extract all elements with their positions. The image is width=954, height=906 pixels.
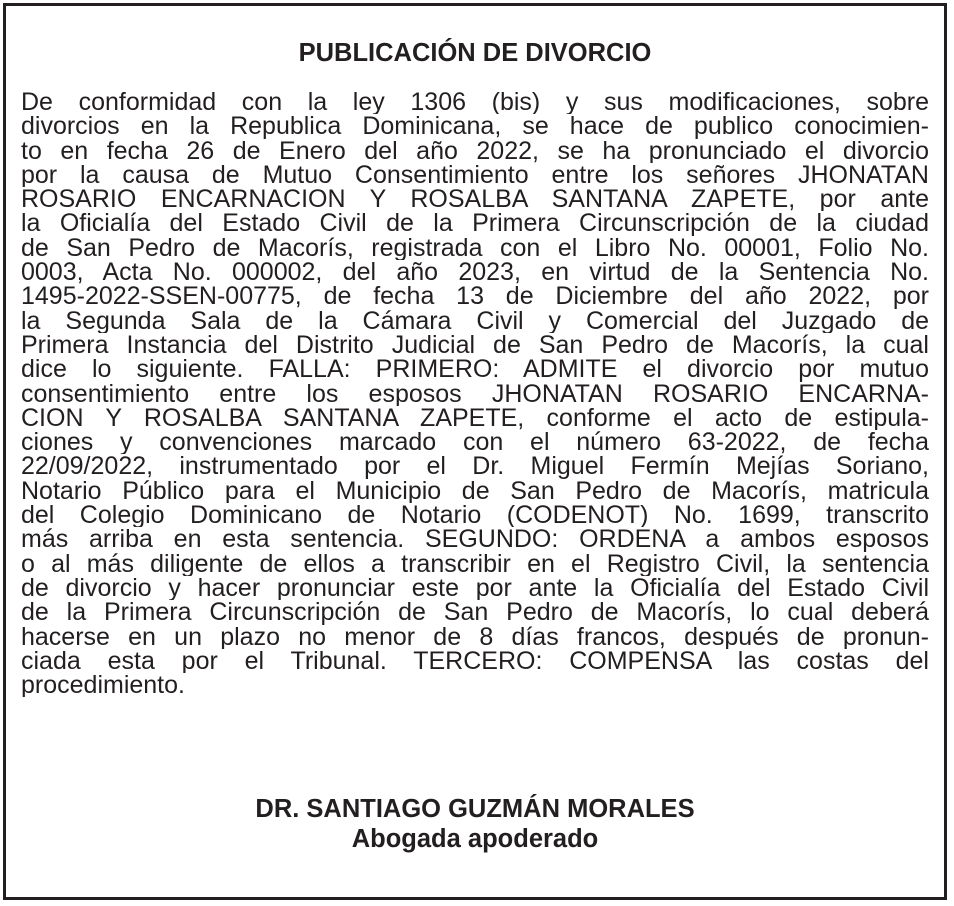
body-line: Notario Público para el Municipio de San Pedro de Macorís, matricula [21, 478, 929, 504]
body-line: 0003, Acta No. 000002, del año 2023, en virtud de la Sentencia No. [21, 260, 929, 285]
body-line: por la causa de Mutuo Consentimiento entre los señores JHONATAN [21, 162, 929, 188]
body-line: consentimiento entre los esposos JHONATAN ROSARIO ENCARNA- [21, 381, 929, 406]
body-line: De conformidad con la ley 1306 (bis) y sus modificaciones, sobre [21, 90, 929, 115]
body-line: ciada esta por el Tribunal. TERCERO: COMPENSA las costas del [21, 648, 929, 674]
body-line: o al más diligente de ellos a transcribir en el Registro Civil, la sentencia [21, 551, 929, 576]
signature-name: DR. SANTIAGO GUZMÁN MORALES [255, 795, 695, 823]
signature-role: Abogada apoderado [351, 825, 599, 853]
body-line: to en fecha 26 de Enero del año 2022, se ha pronunciado el divorcio [21, 138, 929, 163]
body-line: CION Y ROSALBA SANTANA ZAPETE, conforme el acto de estipula- [21, 405, 929, 431]
body-line: Primera Instancia del Distrito Judicial de San Pedro de Macorís, la cual [21, 332, 929, 358]
body-line: de divorcio y hacer pronunciar este por ante la Oficialía del Estado Civil [21, 575, 929, 601]
notice-title: PUBLICACIÓN DE DIVORCIO [298, 39, 652, 67]
body-line: procedimiento. [21, 673, 185, 698]
body-line: hacerse en un plazo no menor de 8 días francos, después de pronun- [21, 624, 929, 649]
body-line: de la Primera Circunscripción de San Pedro de Macorís, lo cual deberá [21, 600, 929, 625]
body-line: ROSARIO ENCARNACION Y ROSALBA SANTANA ZAPETE, por ante [21, 187, 929, 212]
body-line: del Colegio Dominicano de Notario (CODENOT) No. 1699, transcrito [21, 503, 929, 528]
body-line: la Oficialía del Estado Civil de la Primera Circunscripción de la ciudad [21, 211, 929, 236]
body-line: 1495-2022-SSEN-00775, de fecha 13 de Diciembre del año 2022, por [21, 284, 929, 309]
notice-box [3, 3, 947, 900]
body-line: de San Pedro de Macorís, registrada con el Libro No. 00001, Folio No. [21, 235, 929, 261]
body-line: dice lo siguiente. FALLA: PRIMERO: ADMITE el divorcio por mutuo [21, 357, 929, 382]
notice-body [21, 90, 929, 697]
body-line: más arriba en esta sentencia. SEGUNDO: ORDENA a ambos esposos [21, 527, 929, 552]
body-line: divorcios en la Republica Dominicana, se hace de publico conocimien- [21, 114, 929, 139]
body-line: 22/09/2022, instrumentado por el Dr. Miguel Fermín Mejías Soriano, [21, 454, 929, 479]
body-line: la Segunda Sala de la Cámara Civil y Comercial del Juzgado de [21, 308, 929, 333]
body-line: ciones y convenciones marcado con el número 63-2022, de fecha [21, 430, 929, 455]
